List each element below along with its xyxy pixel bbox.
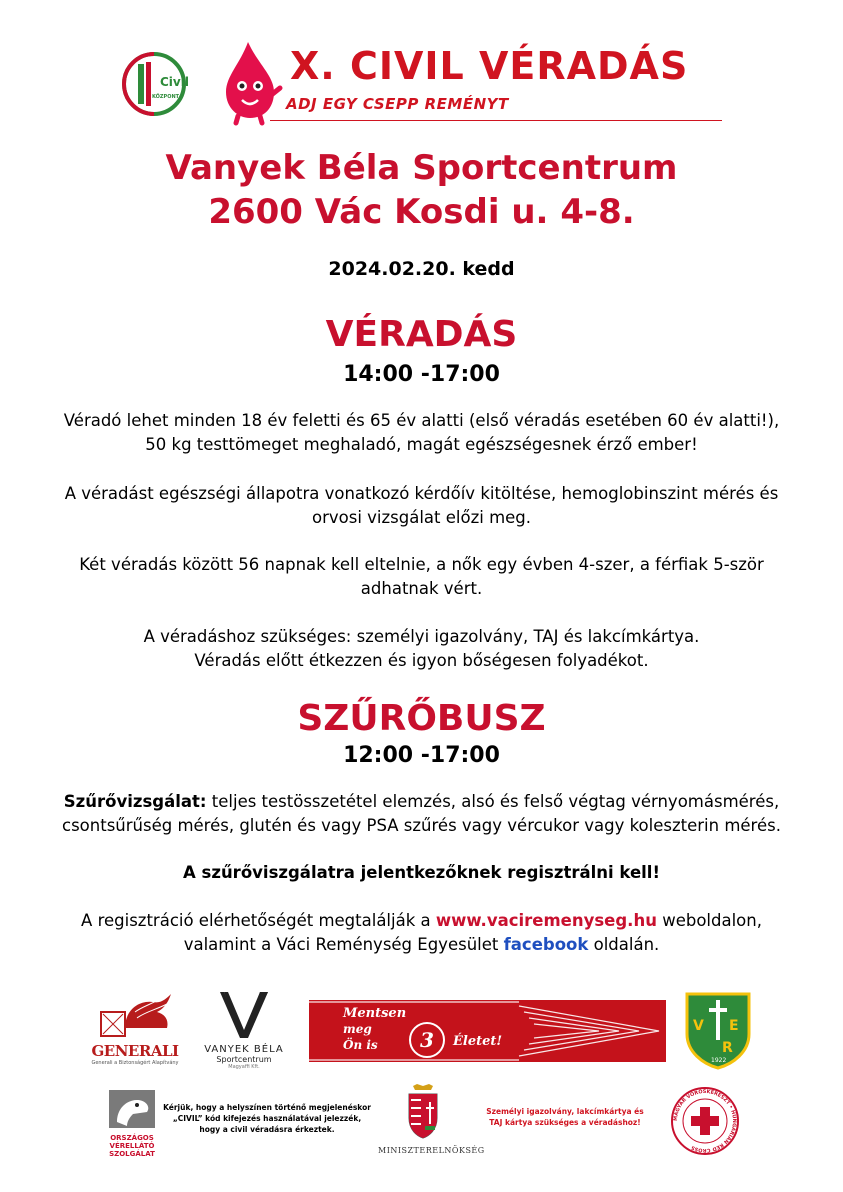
- blood-donation-time: 14:00 -17:00: [343, 362, 500, 387]
- procedure-text-line: orvosi vizsgálat előzi meg.: [311, 508, 532, 527]
- eligibility-text-line: Véradó lehet minden 18 év feletti és 65 év alatti (első véradás esetében 60 év alatti!),: [63, 411, 780, 430]
- ministry-name: MINISZTERELNÖKSÉG: [378, 1146, 485, 1155]
- ver-letter: R: [722, 1040, 733, 1056]
- civil-logo-sub: KÖZPONT: [152, 94, 180, 100]
- lion-icon: [95, 992, 175, 1038]
- vanyek-bela-logo: [198, 990, 290, 1070]
- vanyek-v-icon: [214, 990, 274, 1040]
- screening-text: teljes testösszetétel elemzés, alsó és felső végtag vérnyomásmérés,: [206, 792, 780, 811]
- pelican-icon: [107, 1088, 157, 1130]
- generali-sub: Generali a Biztonságért Alapítvány: [91, 1060, 179, 1066]
- blood-drop-mascot-icon: [218, 38, 284, 124]
- registration-text-line: [0, 909, 843, 933]
- registration-text-line: [0, 933, 843, 957]
- screening-label: Szűrővizsgálat:: [63, 792, 207, 811]
- generali-logo: [90, 992, 180, 1072]
- registration-text: A regisztráció elérhetőségét megtalálják a: [81, 911, 436, 930]
- ver-letter: E: [729, 1018, 739, 1034]
- generali-name: GENERALI: [91, 1042, 179, 1060]
- venue-address: 2600 Vác Kosdi u. 4-8.: [208, 192, 635, 232]
- civil-logo-text: Civil: [160, 75, 189, 89]
- ministry-logo: [378, 1082, 485, 1160]
- registration-text: oldalán.: [588, 935, 660, 954]
- screening-text-line: [0, 790, 843, 814]
- event-slogan: ADJ EGY CSEPP REMÉNYT: [286, 95, 509, 113]
- ovsz-logo: [104, 1088, 160, 1162]
- procedure-text-line: A véradást egészségi állapotra vonatkozó kérdőív kitöltése, hemoglobinszint mérés és: [64, 484, 779, 503]
- civil-code-note: Kérjük, hogy a helyszínen történő megjelenéskor „CIVIL” kód kifejezés használatával jelezzék, hogy a civil véradásra érkeztek.: [163, 1103, 371, 1134]
- header-divider: [270, 120, 722, 121]
- interval-text-line: adhatnak vért.: [360, 579, 483, 598]
- registration-text: valamint a Váci Reménység Egyesület: [183, 935, 504, 954]
- banner-text: meg: [343, 1022, 372, 1036]
- vanyek-sub: Sportcentrum: [216, 1055, 272, 1064]
- vanyek-name: VANYEK BÉLA: [204, 1044, 284, 1055]
- banner-text: Ön is: [343, 1038, 378, 1052]
- banner-number: 3: [420, 1028, 434, 1052]
- screening-text-line: csontsűrűség mérés, glutén és vagy PSA szűrés vagy vércukor vagy koleszterin mérés.: [62, 816, 781, 835]
- event-title: X. CIVIL VÉRADÁS: [290, 44, 689, 88]
- venue-name: Vanyek Béla Sportcentrum: [165, 148, 678, 188]
- registration-text: weboldalon,: [656, 911, 762, 930]
- banner-text: Mentsen: [343, 1006, 407, 1021]
- hungarian-red-cross-logo: [670, 1086, 740, 1156]
- blood-donation-title: VÉRADÁS: [325, 314, 518, 355]
- requirements-text-line: Véradás előtt étkezzen és igyon bőségesen folyadékot.: [194, 651, 649, 670]
- redcross-text: MAGYAR VÖRÖSKERESZT • HUNGARIAN RED CROSS: [672, 1088, 738, 1154]
- website-link[interactable]: www.vaciremenyseg.hu: [435, 911, 657, 930]
- interval-text-line: Két véradás között 56 napnak kell eltelnie, a nők egy évben 4-szer, a férfiak 5-ször: [79, 555, 764, 574]
- eligibility-text-line: 50 kg testtömeget meghaladó, magát egészségesnek érző ember!: [145, 435, 698, 454]
- facebook-link[interactable]: facebook: [503, 935, 589, 954]
- ver-shield-logo: [683, 990, 753, 1070]
- registration-required-note: A szűrőviszgálatra jelentkezőknek regisztrálni kell!: [183, 863, 660, 882]
- hungarian-coat-of-arms-icon: [403, 1082, 443, 1142]
- save-three-lives-banner: [309, 1000, 666, 1062]
- screening-bus-time: 12:00 -17:00: [343, 743, 500, 768]
- event-date: 2024.02.20. kedd: [328, 258, 515, 280]
- vanyek-sub2: Magyaffi Kft.: [228, 1064, 260, 1070]
- requirements-text-line: A véradáshoz szükséges: személyi igazolvány, TAJ és lakcímkártya.: [143, 627, 700, 646]
- ovsz-name: ORSZÁGOS VÉRELLÁTÓ SZOLGÁLAT: [109, 1134, 155, 1158]
- screening-bus-title: SZŰRŐBUSZ: [297, 698, 546, 739]
- banner-text: Életet!: [453, 1034, 503, 1049]
- ver-year: 1922: [711, 1057, 727, 1064]
- id-required-note: Személyi igazolvány, lakcímkártya és TAJ kártya szükséges a véradáshoz!: [486, 1107, 644, 1127]
- ver-letter: V: [693, 1018, 704, 1034]
- civil-kozpont-logo: [122, 52, 189, 116]
